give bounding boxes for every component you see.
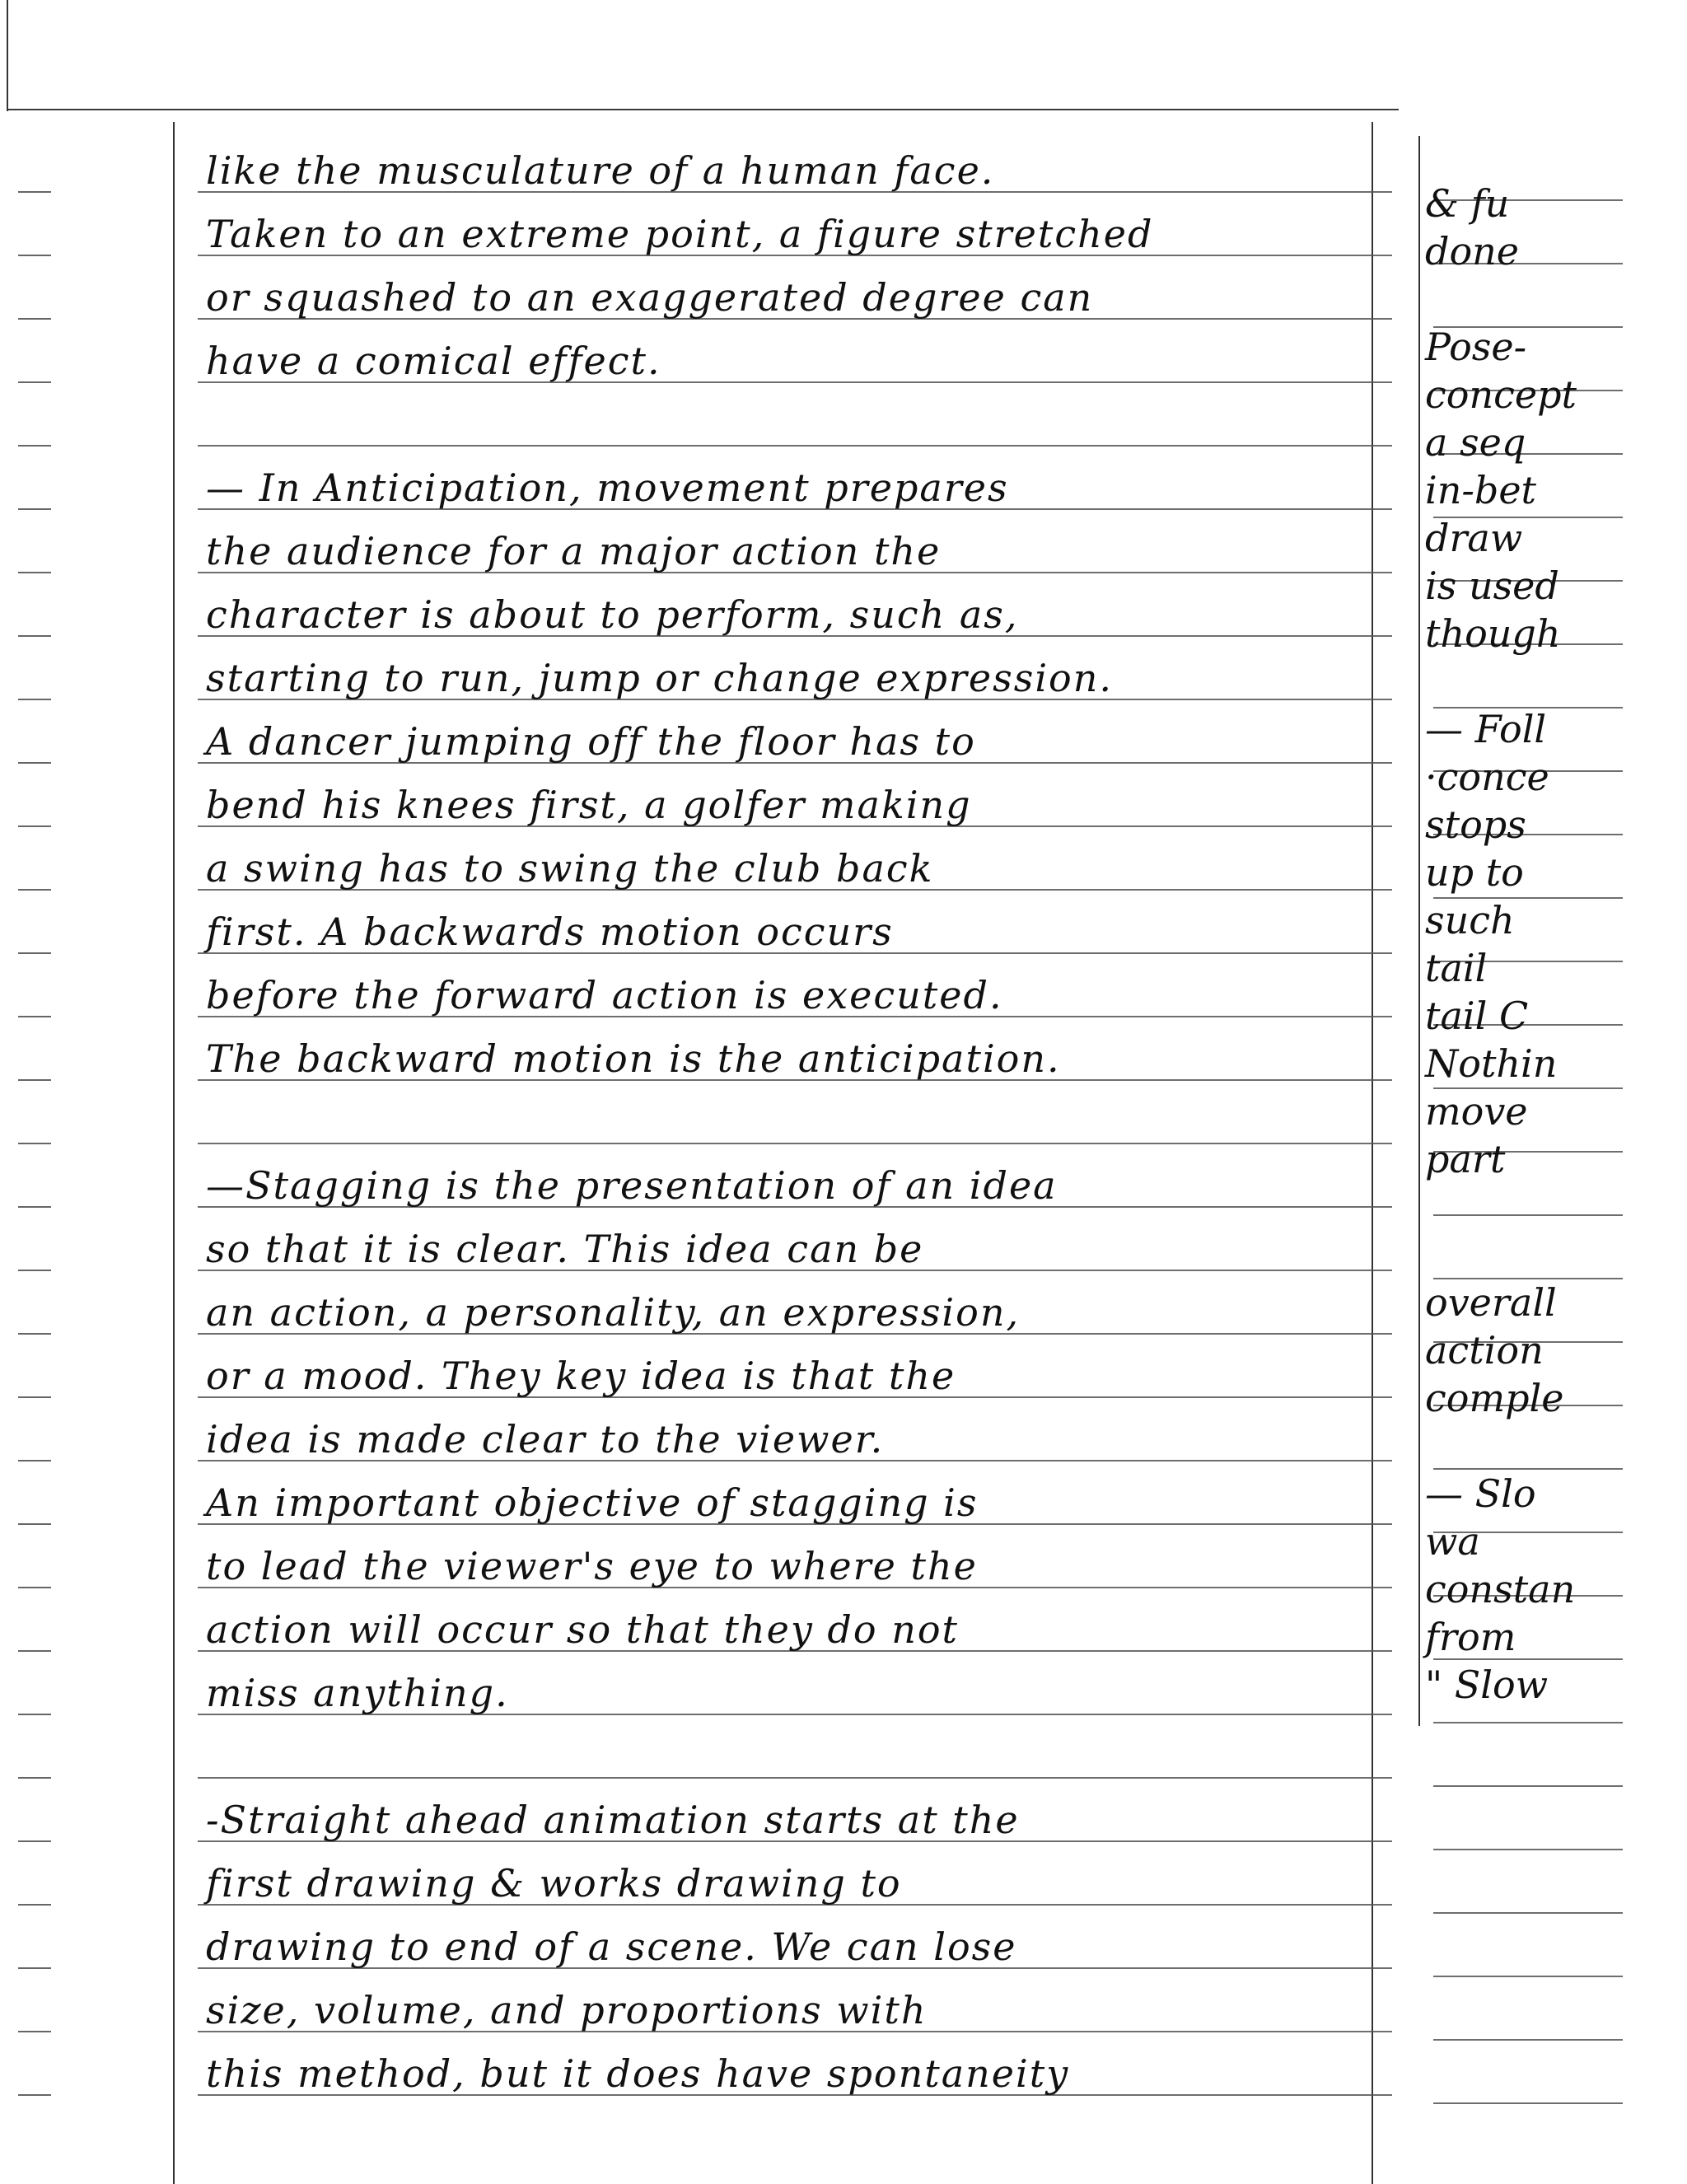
ruled-line-right <box>1433 1976 1623 1977</box>
text-line: a swing has to swing the club back <box>206 846 934 891</box>
text-line: so that it is clear. This idea can be <box>206 1227 924 1271</box>
fragment: constan <box>1425 1567 1576 1611</box>
fragment: stops <box>1425 802 1526 847</box>
margin-dash <box>18 1967 51 1969</box>
text-line: character is about to perform, such as, <box>206 592 1019 637</box>
fragment: action <box>1425 1328 1544 1373</box>
ruled-line <box>198 1143 1392 1144</box>
margin-dash <box>18 2031 51 2032</box>
margin-dash <box>18 825 51 827</box>
margin-dash <box>18 1333 51 1335</box>
margin-dash <box>18 318 51 320</box>
margin-dash <box>18 255 51 256</box>
fragment: Nothin <box>1425 1041 1558 1086</box>
ruled-line-right <box>1433 1468 1623 1470</box>
fragment: overall <box>1425 1280 1557 1325</box>
fragment: draw <box>1425 516 1523 560</box>
margin-dash <box>18 1650 51 1652</box>
text-line: or a mood. They key idea is that the <box>206 1354 956 1398</box>
heading-straight-ahead: -Straight ahead animation starts at the <box>206 1798 1020 1842</box>
ruled-line-right <box>1433 1278 1623 1279</box>
ruled-line-right <box>1433 1214 1623 1216</box>
margin-dash <box>18 1587 51 1588</box>
text-line: first drawing & works drawing to <box>206 1861 902 1906</box>
ruled-line-right <box>1433 2039 1623 2041</box>
margin-dash <box>18 1396 51 1398</box>
fragment: move <box>1425 1089 1528 1134</box>
margin-dash <box>18 1777 51 1779</box>
column-divider-line <box>1372 122 1373 2184</box>
ruled-line-right <box>1433 1912 1623 1914</box>
text-line: action will occur so that they do not <box>206 1607 959 1652</box>
margin-dash <box>18 191 51 193</box>
margin-dash <box>18 1904 51 1906</box>
ruled-line <box>198 445 1392 447</box>
fragment: — Slo <box>1425 1471 1536 1516</box>
top-rule <box>7 109 1399 110</box>
fragment: is used <box>1425 564 1559 608</box>
margin-dash <box>18 1523 51 1525</box>
margin-dash <box>18 1079 51 1081</box>
text-line: the audience for a major action the <box>206 529 942 573</box>
fragment: from <box>1425 1615 1516 1659</box>
margin-dash <box>18 1840 51 1842</box>
margin-dash <box>18 2094 51 2096</box>
text-line: like the musculature of a human face. <box>206 148 995 193</box>
margin-dash <box>18 699 51 700</box>
fragment: — Foll <box>1425 707 1547 751</box>
fragment: a seq <box>1425 420 1526 465</box>
ruled-line-right <box>1433 1722 1623 1723</box>
text-line: size, volume, and proportions with <box>206 1988 928 2032</box>
text-line: bend his knees first, a golfer making <box>206 783 972 827</box>
ruled-line-right <box>1433 1849 1623 1850</box>
margin-dash <box>18 635 51 637</box>
margin-dash <box>18 1714 51 1715</box>
fragment: wa <box>1425 1519 1480 1564</box>
margin-dash <box>18 445 51 447</box>
margin-dash <box>18 1206 51 1208</box>
fragment: Pose- <box>1425 325 1527 369</box>
left-binding-line <box>7 0 8 111</box>
fragment: " Slow <box>1425 1663 1549 1707</box>
text-line: drawing to end of a scene. We can lose <box>206 1924 1017 1969</box>
text-line: first. A backwards motion occurs <box>206 910 894 954</box>
ruled-line-right <box>1433 1785 1623 1787</box>
text-line: or squashed to an exaggerated degree can <box>206 275 1094 320</box>
ruled-line-right <box>1433 2102 1623 2104</box>
margin-dash <box>18 1143 51 1144</box>
text-line: before the forward action is executed. <box>206 973 1003 1017</box>
fragment: & fu <box>1425 181 1510 226</box>
margin-dash <box>18 1460 51 1461</box>
fragment: tail <box>1425 946 1488 990</box>
text-line: an action, a personality, an expression, <box>206 1290 1021 1335</box>
text-line: A dancer jumping off the floor has to <box>206 719 976 764</box>
margin-dash <box>18 1270 51 1271</box>
fragment: in-bet <box>1425 468 1537 512</box>
text-line: An important objective of stagging is <box>206 1480 979 1525</box>
fragment: part <box>1425 1137 1506 1181</box>
text-line: have a comical effect. <box>206 339 661 383</box>
text-line: this method, but it does have spontaneity <box>206 2051 1070 2096</box>
text-line: idea is made clear to the viewer. <box>206 1417 885 1461</box>
fragment: tail C <box>1425 994 1529 1038</box>
margin-dash <box>18 572 51 573</box>
margin-dash <box>18 889 51 891</box>
text-line: starting to run, jump or change expression. <box>206 656 1113 700</box>
fragment: such <box>1425 898 1515 942</box>
text-line: Taken to an extreme point, a figure stretched <box>206 212 1154 256</box>
text-line: The backward motion is the anticipation. <box>206 1036 1061 1081</box>
heading-anticipation: — In Anticipation, movement prepares <box>206 465 1009 510</box>
margin-dash <box>18 508 51 510</box>
heading-stagging: —Stagging is the presentation of an idea <box>206 1163 1058 1208</box>
fragment: comple <box>1425 1376 1564 1420</box>
text-line: miss anything. <box>206 1671 509 1715</box>
fragment: concept <box>1425 372 1577 417</box>
fragment: though <box>1425 611 1561 656</box>
text-line: to lead the viewer's eye to where the <box>206 1544 978 1588</box>
margin-dash <box>18 1016 51 1017</box>
margin-dash <box>18 762 51 764</box>
ruled-line <box>198 1777 1392 1779</box>
fragment: up to <box>1425 850 1524 895</box>
right-column-margin <box>1418 136 1420 1726</box>
margin-dash <box>18 952 51 954</box>
margin-dash <box>18 381 51 383</box>
margin-line <box>173 122 175 2184</box>
fragment: ·conce <box>1425 755 1549 799</box>
fragment: done <box>1425 229 1519 274</box>
